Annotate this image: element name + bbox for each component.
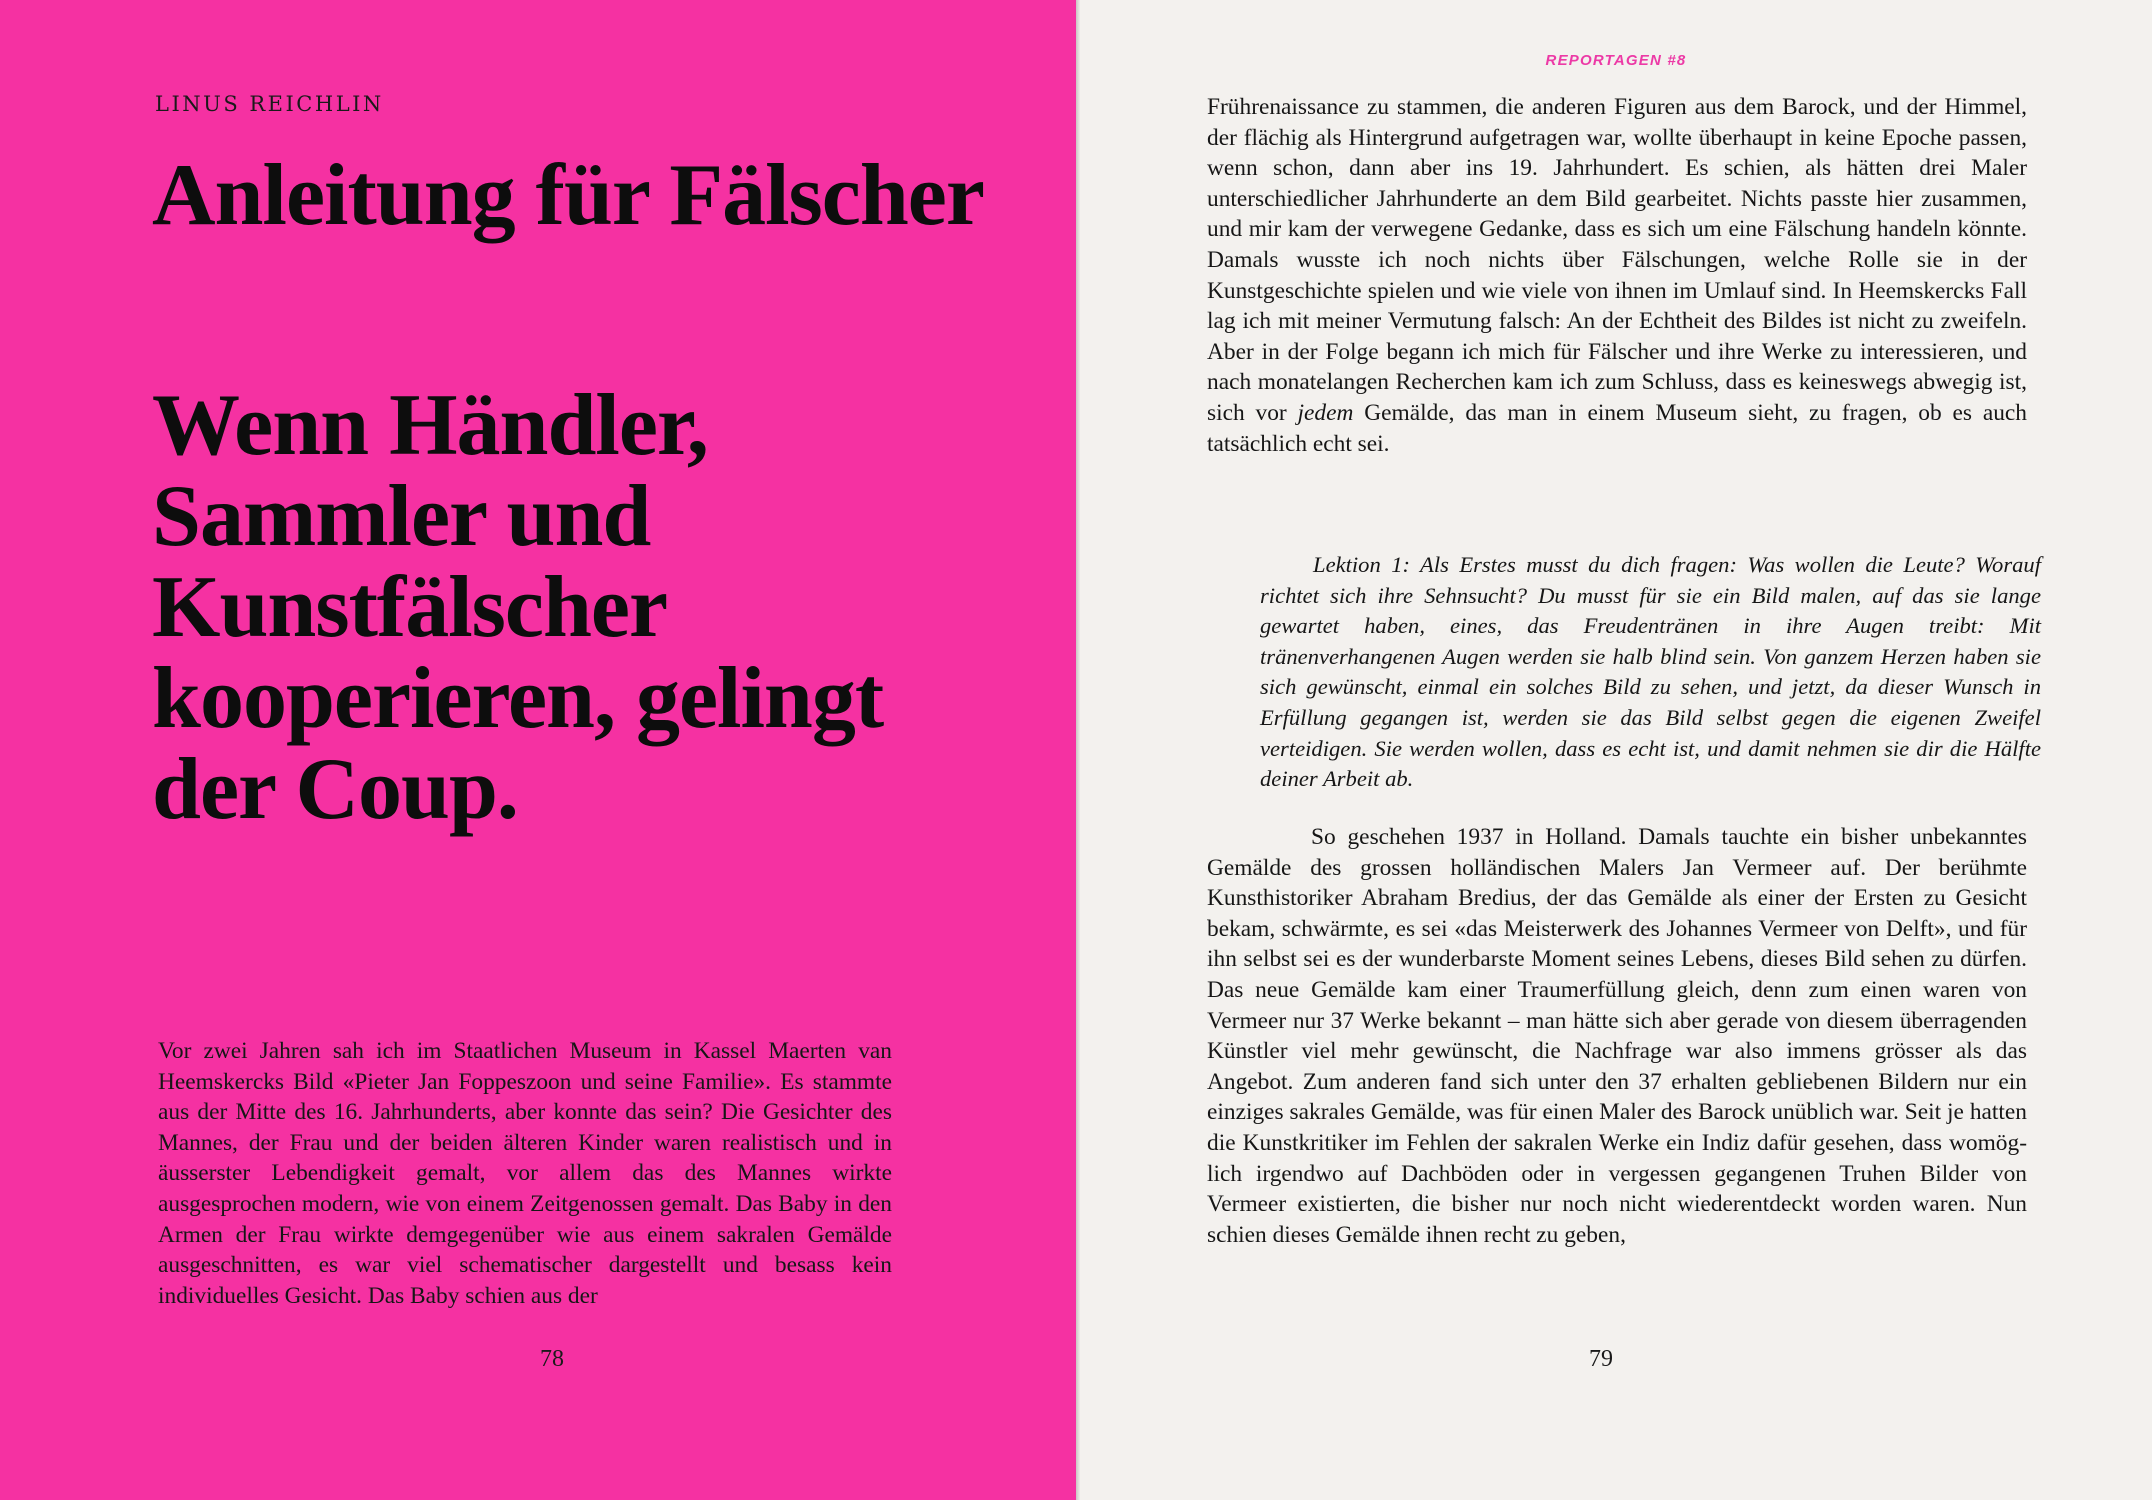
left-body-text: Vor zwei Jahren sah ich im Staatlichen Museum in Kassel Maerten van Heemskercks Bild «Pieter Jan Foppeszoon und seine Familie». Es stammte aus der Mitte des 16. Jahrhunderts, aber konnte das sein? Die Gesichter des Mannes, der Frau und der beiden älteren Kinder waren realistisch und in äusserster Lebendigkeit gemalt, vor allem das des Mannes wirkte ausgesprochen modern, wie von einem Zeitgenossen gemalt. Das Baby in den Armen der Frau wirkte demgegenüber wie aus einem sakralen Gemälde ausgeschnitten, es war viel schematischer dargestellt und besass kein individuelles Gesicht. Das Baby schien aus der <box>158 1038 892 1309</box>
article-subtitle: Wenn Händler, Sammler und Kunstfälscher kooperieren, gelingt der Coup. <box>152 377 884 838</box>
page-number-right: 79 <box>1589 1346 1613 1372</box>
page-number-left: 78 <box>540 1346 564 1372</box>
article-title: Anleitung für Fälscher <box>152 147 984 244</box>
right-page <box>1080 0 2152 1500</box>
right-body-text-2: So geschehen 1937 in Holland. Damals tauchte ein bisher unbekanntes Gemälde des grossen holländischen Malers Jan Vermeer auf. Der berühmte Kunsthistoriker Abraham Bredius, der das Gemälde als einer der Ersten zu Gesicht bekam, schwärmte, es sei «das Meisterwerk des Johannes Vermeer von Delft», und für ihn selbst sei es der wunderbarste Moment seines Lebens, dieses Bild sehen zu dürfen. Das neue Gemälde kam einer Traumerfüllung gleich, denn zum einen waren von Vermeer nur 37 Werke bekannt – man hätte sich aber gerade von diesem überragenden Künstler viel mehr gewünscht, die Nachfrage war also immens grösser als das Angebot. Zum anderen fand sich unter den 37 erhalten gebliebenen Bildern nur ein einziges sakrales Gemälde, was für einen Maler des Barock unüblich war. Seit je hatten die Kunstkritiker im Fehlen der sakralen Werke ein Indiz dafür gesehen, dass womöglich irgendwo auf Dachböden oder in vergessen gegangenen Truhen Bilder von Vermeer existierten, die bisher nur noch nicht wiederentdeckt worden waren. Nun schien dieses Gemälde ihnen recht zu geben, <box>1207 824 2027 1248</box>
emphasized-word: jedem <box>1297 399 1354 426</box>
running-head: REPORTAGEN #8 <box>1545 52 1687 69</box>
body-text-segment-end: Gemälde, das man in einem Museum sieht, zu fragen, ob es auch tatsächlich echt sei. <box>1207 399 2027 457</box>
right-body-text-1 <box>1207 92 2027 459</box>
lesson-quote: Lektion 1: Als Erstes musst du dich fragen: Was wollen die Leute? Worauf richtet sich ihre Sehnsucht? Du musst für sie ein Bild malen, auf das sie lange gewartet haben, eines, das Freudentränen in ihre Augen treibt: Mit tränenverhangenen Augen werden sie halb blind sein. Von ganzem Herzen haben sie sich gewünscht, einmal ein solches Bild zu sehen, und jetzt, da dieser Wunsch in Erfüllung gegangen ist, werden sie das Bild selbst gegen die eigenen Zweifel verteidigen. Sie werden wollen, dass es echt ist, und damit nehmen sie dir die Hälfte deiner Arbeit ab. <box>1260 552 2041 792</box>
author-name: LINUS REICHLIN <box>155 92 384 116</box>
body-text-segment: Frührenaissance zu stammen, die anderen Figuren aus dem Barock, und der Himmel, der flächig als Hintergrund aufgetragen war, wollte überhaupt in keine Epoche passen, wenn schon, dann aber ins 19. Jahrhundert. Es schien, als hätten drei Maler unterschiedlicher Jahrhunderte an dem Bild gearbeitet. Nichts passte hier zusammen, und mir kam der verwegene Gedanke, dass es sich um eine Fälschung handeln könnte. Damals wusste ich noch nichts über Fälschungen, welche Rolle sie in der Kunstgeschichte spielen und wie viele von ihnen im Umlauf sind. In Heemskercks Fall lag ich mit meiner Vermutung falsch: An der Echtheit des Bildes ist nicht zu zweifeln. Aber in der Folge begann ich mich für Fälscher und ihre Werke zu interessieren, und nach monatelangen Recherchen kam ich zum Schluss, dass es keineswegs abwegig ist, sich vor <box>1207 94 2027 426</box>
